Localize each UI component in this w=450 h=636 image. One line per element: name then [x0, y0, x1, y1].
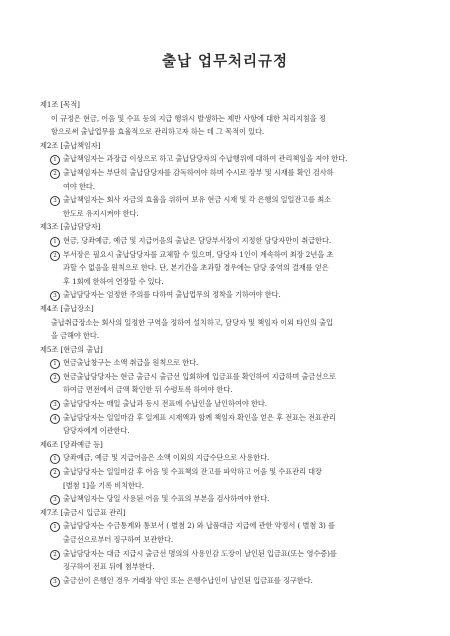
- line-text: 출납담당자는 대금 지급시 출금선 명의의 사용인감 도장이 날인된 입금표(또는 영수증)를: [63, 548, 337, 558]
- text-line: [40, 424, 440, 438]
- line-text: 당좌예금, 예금 및 지급어음은 소액 이외의 지급수단으로 사용한다.: [63, 453, 270, 463]
- line-text: 부서장은 필요시 출납담당자를 교체할 수 있으며, 담당자 1인이 계속하여 최장 2년을 초: [63, 249, 334, 259]
- item-number: 2: [50, 550, 60, 560]
- list-item: [40, 397, 440, 411]
- line-text: 하여금 면전에서 금액 확인한 뒤 수령토록 하여야 한다.: [63, 385, 233, 395]
- line-text: 제3조 [출납담당자]: [40, 222, 101, 232]
- text-line: [40, 479, 440, 493]
- regulation-body: [40, 98, 440, 587]
- text-line: [40, 533, 440, 547]
- article-heading: [40, 343, 440, 357]
- line-text: 출납책임자는 당일 사용된 어음 및 수표의 부본을 검사하여야 한다.: [63, 494, 270, 504]
- line-text: 출납담당자는 일일마감 후 일계표 시재액과 함께 책임자 확인을 얻은 후 전표는 전표관리: [63, 412, 336, 422]
- list-item: [40, 234, 440, 248]
- list-item: [40, 166, 440, 180]
- item-number: 1: [50, 454, 60, 464]
- line-text: 담당자에게 이관한다.: [63, 426, 130, 436]
- line-text: 과할 수 없음을 원칙으로 한다. 단, 본기간을 초과할 경우에는 담당 중역의 결재를 얻은: [63, 263, 329, 273]
- line-text: 출금선으로부터 징구하여 보관한다.: [63, 535, 174, 544]
- list-item: [40, 547, 440, 561]
- line-text: 출납책임자는 부단히 출납담당자를 감독하여야 하며 수시로 장부 및 시재를 확인 검사하: [63, 167, 334, 177]
- line-text: 제4조 [출납장소]: [40, 303, 94, 313]
- line-text: 출납취급장소는 회사의 일정한 구역을 정하여 설치하고, 담당자 및 책임자 이외 타인의 출입: [51, 317, 333, 327]
- text-line: [40, 560, 440, 574]
- line-text: 현금출납창구는 소액 취급을 원칙으로 한다.: [63, 358, 199, 368]
- text-line: [40, 112, 440, 126]
- line-text: 제6조 [당좌예금 등]: [40, 439, 103, 449]
- text-line: [40, 383, 440, 397]
- article-heading: [40, 139, 440, 153]
- line-text: 출납담당자는 매일 출납과 동시 전표에 수납인을 날인하여야 한다.: [63, 399, 267, 409]
- line-text: 후 1회에 한하여 연장할 수 있다.: [63, 276, 164, 286]
- line-text: [별첨 1]을 기록 비치한다.: [63, 480, 145, 490]
- line-text: 함으로써 출납업무를 효율적으로 관리하고자 하는 데 그 목적이 있다.: [51, 127, 265, 137]
- list-item: [40, 411, 440, 425]
- document-title: 출납 업무처리규정: [161, 53, 289, 70]
- article-heading: [40, 98, 440, 112]
- item-number: 2: [50, 169, 60, 179]
- text-line: [40, 207, 440, 221]
- item-number: 3: [50, 495, 60, 505]
- list-item: [40, 370, 440, 384]
- line-text: 출금선이 은행인 경우 거래장 약인 또는 은행수납인이 날인된 입금표를 징구한다.: [63, 575, 313, 585]
- item-number: 1: [50, 155, 60, 165]
- list-item: [40, 492, 440, 506]
- line-text: 현금, 당좌예금, 예금 및 지급어음의 출납은 담당부서장이 지정한 담당자만이 취급한다.: [63, 235, 332, 245]
- line-text: 한도로 유지시켜야 한다.: [63, 208, 139, 218]
- line-text: 제2조 [출납책임자]: [40, 140, 101, 150]
- item-number: 1: [50, 237, 60, 247]
- list-item: [40, 288, 440, 302]
- article-heading: [40, 302, 440, 316]
- item-number: 3: [50, 196, 60, 206]
- article-heading: [40, 220, 440, 234]
- line-text: 출납담당자는 엄정한 주의를 다하여 출납업무의 정착을 기하여야 한다.: [63, 290, 281, 300]
- line-text: 출납담당자는 일일마감 후 어음 및 수표책의 잔고를 파악하고 어음 및 수표관리 대장: [63, 467, 322, 477]
- text-line: [40, 180, 440, 194]
- text-line: [40, 316, 440, 330]
- item-number: 1: [50, 522, 60, 532]
- text-line: [40, 125, 440, 139]
- item-number: 4: [50, 414, 60, 424]
- text-line: [40, 329, 440, 343]
- line-text: 여야 한다.: [63, 181, 96, 191]
- line-text: 을 금해야 한다.: [51, 331, 100, 341]
- line-text: 출납책임자는 회사 자금의 효율을 위하여 보유 현금 시재 및 각 은행의 일일잔고를 최소: [63, 195, 332, 205]
- line-text: 이 규정은 현금, 어음 및 수표 등의 지급 행위시 발생하는 제반 사항에 대한 처리지침을 정: [51, 113, 326, 123]
- line-text: 징구하여 전표 뒤에 첨부한다.: [63, 562, 155, 572]
- line-text: 출납책임자는 과장급 이상으로 하고 출납담당자의 수납행위에 대하여 관리책임을 져야 한다.: [63, 154, 348, 164]
- article-heading: [40, 506, 440, 520]
- list-item: [40, 465, 440, 479]
- item-number: 3: [50, 400, 60, 410]
- line-text: 제1조 [목적]: [40, 100, 80, 109]
- list-item: [40, 248, 440, 262]
- list-item: [40, 451, 440, 465]
- article-heading: [40, 438, 440, 452]
- item-number: 2: [50, 373, 60, 383]
- list-item: [40, 193, 440, 207]
- line-text: 제5조 [현금의 출납]: [40, 344, 103, 354]
- list-item: [40, 519, 440, 533]
- line-text: 출납담당자는 수금통계와 통보서 ( 별첨 2) 와 납품대금 지급에 관한 약정서 ( 별첨 3) 를: [63, 521, 335, 531]
- list-item: [40, 356, 440, 370]
- text-line: [40, 275, 440, 289]
- text-line: [40, 261, 440, 275]
- item-number: 3: [50, 291, 60, 301]
- item-number: 2: [50, 468, 60, 478]
- item-number: 2: [50, 251, 60, 261]
- line-text: 제7조 [출금시 입금표 관리]: [40, 507, 126, 517]
- list-item: [40, 152, 440, 166]
- item-number: 3: [50, 577, 60, 587]
- list-item: [40, 574, 440, 588]
- item-number: 1: [50, 359, 60, 369]
- line-text: 현금출납담당자는 현금 출금시 출금선 입회하에 입금표를 확인하여 지급하며 출금선으로: [63, 371, 336, 381]
